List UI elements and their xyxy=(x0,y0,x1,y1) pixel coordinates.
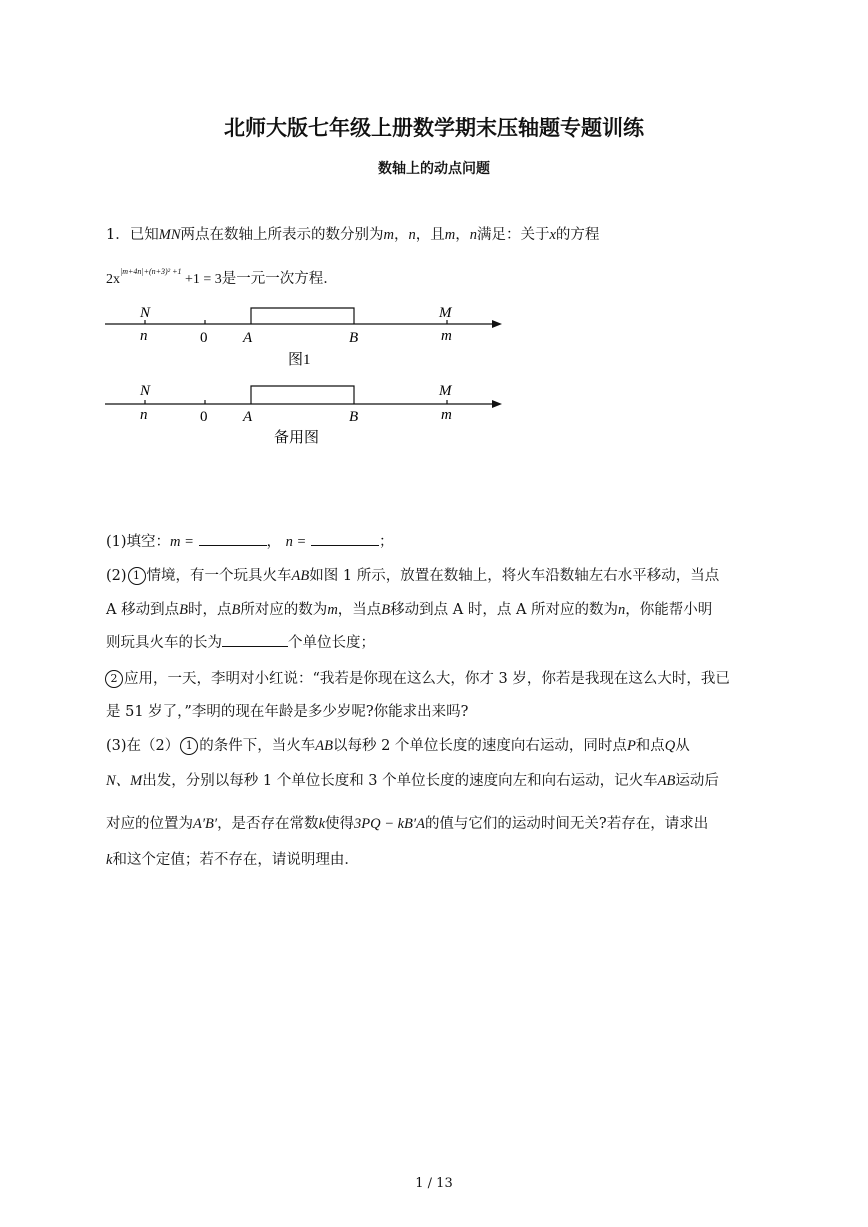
label-N: N xyxy=(140,383,151,399)
var-k: k xyxy=(318,816,325,832)
part-1 xyxy=(106,531,393,553)
label-M: M xyxy=(439,383,452,399)
p2-text: ，你能帮小明 xyxy=(625,602,713,618)
expression-3PQ-kBA: 3PQ − kB′A xyxy=(354,816,425,832)
figure-caption: 备用图 xyxy=(274,430,320,446)
var-B: B xyxy=(231,602,241,618)
p2-text: 所对应的数为 xyxy=(240,602,328,618)
p2-text: A 移动到点 xyxy=(106,602,180,618)
q1-text: ，且 xyxy=(415,227,445,243)
p4-text: 和这个定值；若不存在，请说明理由． xyxy=(112,852,359,868)
part-2-label: (2) xyxy=(106,568,127,584)
var-B: B xyxy=(381,602,391,618)
label-n: n xyxy=(140,328,148,344)
part-3-line-2 xyxy=(106,770,719,792)
equation xyxy=(106,267,222,287)
separator: ， xyxy=(266,534,282,550)
p2-text: ，当点 xyxy=(337,602,382,618)
figure-caption: 图1 xyxy=(288,352,311,368)
var-AB: AB xyxy=(315,738,333,754)
var-P: P xyxy=(626,738,636,754)
p4-text: 从 xyxy=(675,738,690,754)
p3-text: 是 51 岁了，”李明的现在年龄是多少岁呢?你能求出来吗? xyxy=(106,704,469,720)
var-AB: AB xyxy=(291,568,310,584)
equation-base: 2x xyxy=(106,272,120,287)
q1-text: 的方程 xyxy=(555,227,600,243)
p4-text: 使得 xyxy=(325,816,354,832)
circled-1-icon: 1 xyxy=(128,567,146,585)
var-AB: AB xyxy=(657,773,676,789)
p4-text: 出发，分别以每秒 1 个单位长度和 3 个单位长度的速度向左和向右运动，记火车 xyxy=(142,773,658,789)
page-title: 北师大版七年级上册数学期末压轴题专题训练 xyxy=(224,115,644,140)
part-1-label: (1)填空： xyxy=(106,534,171,550)
q1-var-n: n xyxy=(408,227,416,243)
q1-var-x: x xyxy=(549,227,556,243)
label-zero: 0 xyxy=(200,330,208,346)
p4-text: 运动后 xyxy=(675,773,719,789)
q1-text: 满足：关于 xyxy=(476,227,550,243)
page-subtitle: 数轴上的动点问题 xyxy=(378,161,490,177)
figure-2-number-line xyxy=(100,380,510,452)
part-2-line-2 xyxy=(106,599,712,621)
var-A-prime-B-prime: A′B′ xyxy=(193,816,218,832)
p4-text: 以每秒 2 个单位长度的速度向右运动，同时点 xyxy=(332,738,627,754)
end-mark: ； xyxy=(378,534,394,550)
label-N: N xyxy=(140,305,151,321)
q1-var-m: m xyxy=(383,227,394,243)
part-3-line-4 xyxy=(106,849,359,871)
q1-var-m: m xyxy=(444,227,456,243)
page-number: 1 / 13 xyxy=(415,1176,453,1191)
var-N-M: N、M xyxy=(106,773,143,789)
part-3-label: (3)在（2） xyxy=(106,738,180,754)
label-zero: 0 xyxy=(200,409,208,425)
p4-text: 的值与它们的运动时间无关?若存在，请求出 xyxy=(424,816,709,832)
axis-arrow xyxy=(492,400,502,408)
label-B: B xyxy=(349,409,359,425)
q1-line-2 xyxy=(106,268,338,292)
p3-text: 应用，一天，李明对小红说：“我若是你现在这么大，你才 3 岁，你若是我现在这么大时，我已 xyxy=(124,671,730,687)
p2-text: 时，点 xyxy=(187,602,232,618)
part-2-line-3 xyxy=(106,632,375,654)
blank-train-length[interactable] xyxy=(222,632,288,647)
p4-text: 对应的位置为 xyxy=(106,816,193,832)
p2-text: 如图 1 所示，放置在数轴上，将火车沿数轴左右水平移动，当点 xyxy=(309,568,720,584)
label-M: M xyxy=(439,305,452,321)
label-A: A xyxy=(243,409,253,425)
circled-1-icon: 1 xyxy=(180,737,198,755)
label-m: m xyxy=(441,407,452,423)
q1-text: 是一元一次方程． xyxy=(221,271,338,287)
train-rect xyxy=(251,308,354,324)
label-B: B xyxy=(349,330,359,346)
p4-text: 的条件下，当火车 xyxy=(199,738,316,754)
var-k: k xyxy=(106,852,113,868)
equation-exponent: |m+4n|+(n+3)² +1 xyxy=(120,267,182,276)
m-equals: m = xyxy=(170,534,194,550)
part-2-2-line-2 xyxy=(106,701,468,723)
p4-text: 和点 xyxy=(635,738,665,754)
q1-var-n: n xyxy=(469,227,477,243)
p2-text: 情境，有一个玩具火车 xyxy=(146,568,292,584)
p2-text: 则玩具火车的长为 xyxy=(106,635,222,651)
part-3-line-1 xyxy=(106,735,690,757)
var-n: n xyxy=(618,602,626,618)
var-m: m xyxy=(327,602,338,618)
circled-2-icon: 2 xyxy=(105,670,123,688)
label-m: m xyxy=(441,328,452,344)
part-2-2-line-1 xyxy=(104,668,730,690)
n-equals: n = xyxy=(285,534,307,550)
blank-n[interactable] xyxy=(311,531,379,546)
var-Q: Q xyxy=(664,738,676,754)
part-3-line-3 xyxy=(106,813,708,835)
p2-text: 个单位长度； xyxy=(288,635,375,651)
q1-text: 两点在数轴上所表示的数分别为 xyxy=(180,227,384,243)
q1-var-MN: MN xyxy=(158,227,181,243)
label-A: A xyxy=(243,330,253,346)
equation-rhs: +1 = 3 xyxy=(181,272,222,287)
train-rect xyxy=(251,386,354,404)
q1-line-1: 1．已知MN两点在数轴上所表示的数分别为m，n，且m，n满足：关于x的方程 xyxy=(106,227,600,243)
part-2-line-1 xyxy=(106,565,719,587)
blank-m[interactable] xyxy=(199,531,267,546)
axis-arrow xyxy=(492,320,502,328)
label-n: n xyxy=(140,407,148,423)
p4-text: ，是否存在常数 xyxy=(217,816,319,832)
q1-text: 1．已知 xyxy=(106,227,159,243)
figure-1-number-line xyxy=(100,300,510,380)
p2-text: 移动到点 A 时，点 A 所对应的数为 xyxy=(390,602,619,618)
var-B: B xyxy=(179,602,188,618)
